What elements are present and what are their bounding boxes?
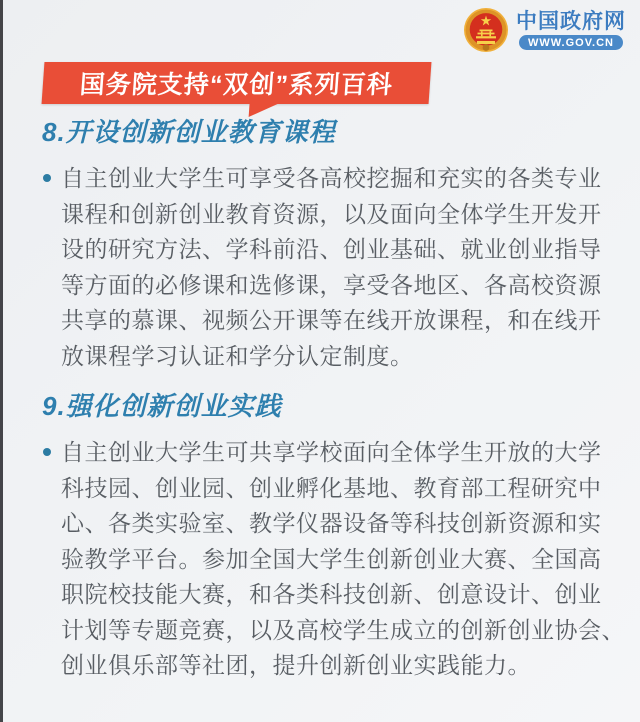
text-line: 自主创业大学生可共享学校面向全体学生开放的大学 — [61, 439, 602, 465]
bullet-dot — [43, 448, 51, 456]
left-edge-artifact — [0, 0, 3, 722]
section-9-paragraph — [42, 435, 625, 684]
text-line: 课程和创新创业教育资源，以及面向全体学生开发开 — [61, 200, 602, 227]
text-line: 验教学平台。参加全国大学生创新创业大赛、全国高 — [61, 545, 602, 572]
site-name: 中国政府网 — [516, 9, 626, 33]
section-9-text — [61, 435, 625, 684]
national-emblem-icon — [463, 7, 509, 53]
text-line: 科技园、创业园、创业孵化基地、教育部工程研究中 — [61, 474, 602, 501]
logo-text-block — [516, 11, 626, 50]
bullet-dot — [43, 174, 51, 182]
section-8-paragraph — [42, 161, 608, 374]
text-line: 等方面的必修课和选修课，享受各地区、各高校资源 — [61, 271, 602, 298]
text-line: 创业俱乐部等社团，提升创新创业实践能力。 — [61, 652, 531, 678]
gov-site-logo[interactable] — [463, 7, 626, 53]
section-9 — [42, 390, 625, 684]
text-line: 职院校技能大赛，和各类科技创新、创意设计、创业 — [61, 581, 602, 607]
section-8-heading: 8.开设创新创业教育课程 — [42, 117, 336, 147]
section-9-heading: 9.强化创新创业实践 — [42, 391, 282, 421]
series-banner-label: 国务院支持“双创”系列百科 — [78, 71, 394, 99]
text-line: 共享的慕课、视频公开课等在线开放课程，和在线开 — [61, 307, 602, 333]
text-line: 计划等专题竞赛，以及高校学生成立的创新创业协会、 — [61, 616, 625, 643]
section-8-text — [61, 161, 608, 374]
series-banner — [42, 62, 432, 104]
section-8 — [42, 116, 608, 374]
text-line: 放课程学习认证和学分认定制度。 — [61, 342, 414, 369]
text-line: 自主创业大学生可享受各高校挖掘和充实的各类专业 — [61, 165, 602, 191]
text-line: 心、各类实验室、教学仪器设备等科技创新资源和实 — [61, 510, 602, 536]
text-line: 设的研究方法、学科前沿、创业基础、就业创业指导 — [61, 236, 602, 262]
article-content — [42, 116, 625, 684]
site-url-badge: WWW.GOV.CN — [519, 35, 623, 50]
